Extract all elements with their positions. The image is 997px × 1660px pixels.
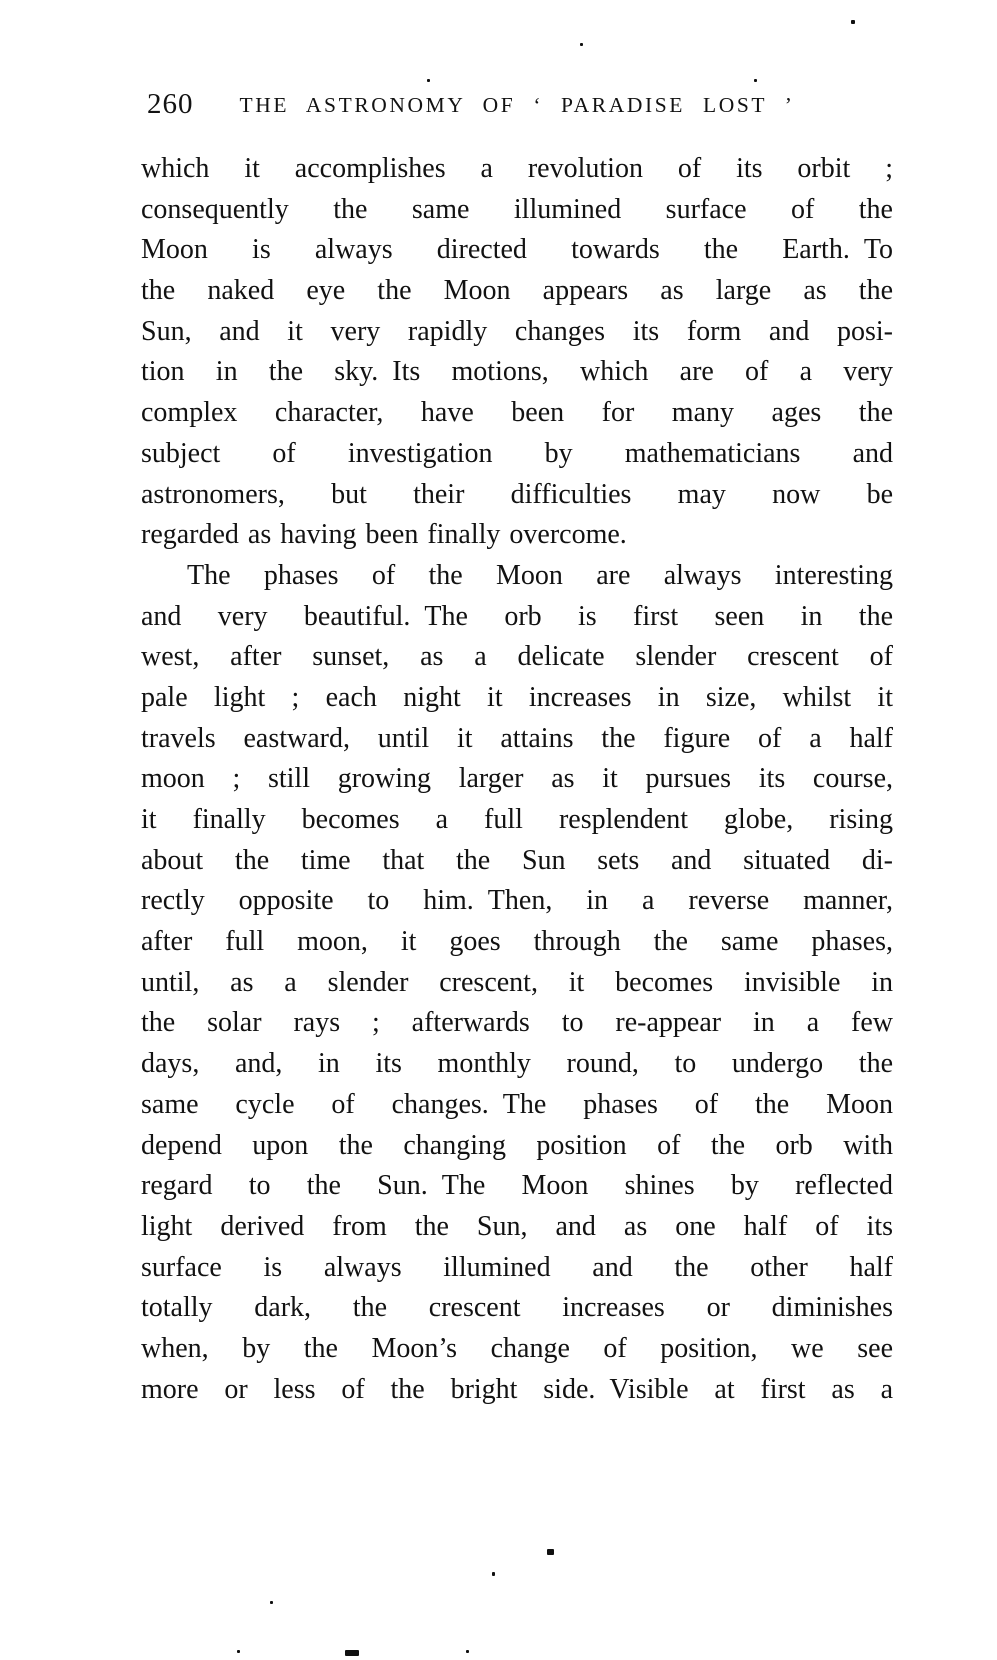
text-line: rectly opposite to him. Then, in a reverse manner, xyxy=(141,885,893,917)
text-line: after full moon, it goes through the same phases, xyxy=(141,926,893,958)
text-line: the solar rays ; afterwards to re-appear in a few xyxy=(141,1007,893,1039)
text-line: light derived from the Sun, and as one half of its xyxy=(141,1210,893,1242)
scan-speck xyxy=(547,1549,554,1555)
text-line: complex character, have been for many ages the xyxy=(141,397,893,429)
text-line: moon ; still growing larger as it pursues its course, xyxy=(141,763,893,795)
text-line: Sun, and it very rapidly changes its form and posi- xyxy=(141,315,893,347)
text-line: about the time that the Sun sets and situated di- xyxy=(141,844,893,876)
text-line: when, by the Moon’s change of position, we see xyxy=(141,1332,893,1364)
text-line: and very beautiful. The orb is first seen in the xyxy=(141,600,893,632)
text-line: tion in the sky. Its motions, which are of a very xyxy=(141,356,893,388)
paragraph xyxy=(141,556,893,1410)
text-line: totally dark, the crescent increases or diminishes xyxy=(141,1292,893,1324)
text-line: The phases of the Moon are always interesting xyxy=(187,559,893,591)
text-line: surface is always illumined and the other half xyxy=(141,1251,893,1283)
text-line: subject of investigation by mathematicians and xyxy=(141,437,893,469)
text-line: which it accomplishes a revolution of its orbit ; xyxy=(141,153,893,184)
text-line: consequently the same illumined surface of the xyxy=(141,193,893,225)
text-line: days, and, in its monthly round, to undergo the xyxy=(141,1048,893,1080)
page-header xyxy=(141,88,893,124)
text-line: it finally becomes a full resplendent globe, rising xyxy=(141,804,893,835)
scan-speck xyxy=(754,79,757,82)
text-line: west, after sunset, as a delicate slender crescent of xyxy=(141,641,893,673)
text-line: regarded as having been finally overcome. xyxy=(141,519,627,551)
text-line: regard to the Sun. The Moon shines by reflected xyxy=(141,1170,893,1202)
scan-speck xyxy=(580,43,583,46)
running-title: THE ASTRONOMY OF ‘ PARADISE LOST ’ xyxy=(239,93,795,117)
scan-speck xyxy=(237,1650,240,1653)
text-line: Moon is always directed towards the Earth. To xyxy=(141,234,893,266)
scan-speck xyxy=(427,79,430,82)
scan-speck xyxy=(270,1601,273,1604)
text-line: same cycle of changes. The phases of the Moon xyxy=(141,1088,893,1120)
text-line: more or less of the bright side. Visible at first as a xyxy=(141,1373,893,1405)
text-line: the naked eye the Moon appears as large as the xyxy=(141,275,893,307)
text-line: until, as a slender crescent, it becomes invisible in xyxy=(141,966,893,998)
paragraph xyxy=(141,149,893,556)
scan-speck xyxy=(466,1650,469,1653)
text-line: astronomers, but their difficulties may now be xyxy=(141,478,893,510)
scan-speck xyxy=(345,1650,359,1656)
scan-speck xyxy=(492,1572,495,1576)
text-line: pale light ; each night it increases in size, whilst it xyxy=(141,681,893,713)
text-line: depend upon the changing position of the orb with xyxy=(141,1129,893,1161)
page-number: 260 xyxy=(147,88,194,120)
text-line: travels eastward, until it attains the figure of a half xyxy=(141,722,893,754)
page-body xyxy=(141,149,893,1410)
scan-speck xyxy=(851,20,855,24)
